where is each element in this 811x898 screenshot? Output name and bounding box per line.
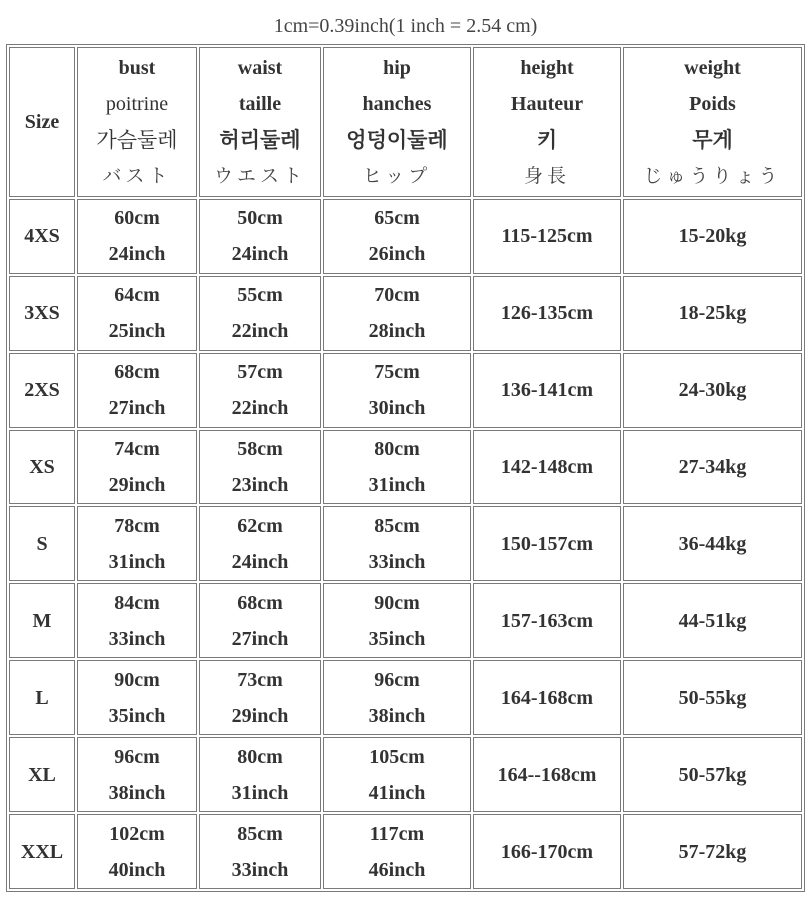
hip-cell: [323, 430, 471, 505]
bust-cell: [77, 814, 197, 889]
bust-cm-value: 78cm: [114, 514, 160, 537]
header-waist-ko: 허리둘레: [219, 127, 301, 152]
weight-cell: [623, 276, 802, 351]
header-weight-fr: Poids: [689, 92, 736, 115]
header-height-ko: 키: [536, 127, 558, 152]
hip-cm-value: 75cm: [374, 361, 420, 384]
size-label: 3XS: [24, 302, 60, 325]
height-cell: [473, 737, 621, 812]
bust-cell: [77, 430, 197, 505]
header-row: [9, 47, 802, 197]
header-height-en: height: [520, 56, 574, 79]
weight-value: 50-57kg: [678, 763, 747, 786]
header-bust: [77, 47, 197, 197]
size-label: L: [35, 686, 49, 709]
hip-cell: [323, 583, 471, 658]
size-cell: [9, 430, 75, 505]
waist-inch-value: 27inch: [231, 627, 289, 650]
waist-cm-value: 57cm: [237, 361, 283, 384]
bust-cell: [77, 583, 197, 658]
header-height: [473, 47, 621, 197]
header-size-label: Size: [24, 110, 60, 133]
height-cell: [473, 583, 621, 658]
hip-cm-value: 85cm: [374, 514, 420, 537]
waist-cm-value: 68cm: [237, 591, 283, 614]
size-label: S: [36, 532, 48, 555]
waist-inch-value: 23inch: [231, 473, 289, 496]
hip-cell: [323, 737, 471, 812]
waist-cm-value: 73cm: [237, 668, 283, 691]
size-label: 2XS: [24, 379, 60, 402]
header-height-ja: 身長: [523, 164, 570, 187]
weight-cell: [623, 660, 802, 735]
size-chart-body: [9, 47, 802, 889]
height-value: 166-170cm: [500, 840, 594, 863]
table-row: [9, 737, 802, 812]
size-cell: [9, 814, 75, 889]
header-size: [9, 47, 75, 197]
waist-cm-value: 50cm: [237, 207, 283, 230]
hip-cm-value: 65cm: [374, 207, 420, 230]
height-value: 164--168cm: [497, 763, 597, 786]
hip-cell: [323, 199, 471, 274]
height-cell: [473, 276, 621, 351]
hip-inch-value: 31inch: [368, 473, 426, 496]
weight-value: 36-44kg: [678, 532, 747, 555]
hip-cm-value: 105cm: [369, 745, 425, 768]
size-cell: [9, 583, 75, 658]
table-row: [9, 276, 802, 351]
header-weight-ja: じゅうりょう: [643, 164, 782, 187]
bust-cell: [77, 353, 197, 428]
weight-cell: [623, 737, 802, 812]
bust-inch-value: 27inch: [108, 397, 166, 420]
header-hip-ko: 엉덩이둘레: [346, 127, 448, 152]
header-waist-en: waist: [237, 56, 283, 79]
hip-cm-value: 117cm: [369, 822, 425, 845]
bust-inch-value: 24inch: [108, 243, 166, 266]
bust-cell: [77, 276, 197, 351]
waist-cell: [199, 660, 321, 735]
header-hip-ja: ヒップ: [362, 164, 432, 187]
size-label: 4XS: [24, 225, 60, 248]
size-label: XL: [28, 763, 56, 786]
size-label: XXL: [20, 840, 64, 863]
size-cell: [9, 660, 75, 735]
waist-cell: [199, 276, 321, 351]
header-height-fr: Hauteur: [510, 92, 584, 115]
hip-cell: [323, 353, 471, 428]
size-chart-table: [6, 44, 805, 892]
waist-inch-value: 24inch: [231, 243, 289, 266]
height-value: 142-148cm: [500, 455, 594, 478]
table-row: [9, 660, 802, 735]
height-cell: [473, 353, 621, 428]
weight-cell: [623, 506, 802, 581]
waist-cm-value: 58cm: [237, 437, 283, 460]
weight-cell: [623, 430, 802, 505]
waist-inch-value: 22inch: [231, 397, 289, 420]
bust-cm-value: 90cm: [114, 668, 160, 691]
header-hip-en: hip: [383, 56, 411, 79]
hip-cm-value: 90cm: [374, 591, 420, 614]
bust-inch-value: 31inch: [108, 550, 166, 573]
bust-inch-value: 25inch: [108, 320, 166, 343]
size-label: XS: [29, 455, 55, 478]
bust-cell: [77, 737, 197, 812]
header-bust-fr: poitrine: [105, 92, 169, 115]
height-cell: [473, 430, 621, 505]
height-value: 157-163cm: [500, 609, 594, 632]
table-row: [9, 506, 802, 581]
hip-cm-value: 70cm: [374, 284, 420, 307]
bust-cm-value: 96cm: [114, 745, 160, 768]
waist-cm-value: 55cm: [237, 284, 283, 307]
waist-inch-value: 33inch: [231, 858, 289, 881]
bust-cell: [77, 660, 197, 735]
hip-inch-value: 46inch: [368, 858, 426, 881]
table-row: [9, 199, 802, 274]
hip-cell: [323, 814, 471, 889]
table-row: [9, 583, 802, 658]
waist-cell: [199, 737, 321, 812]
weight-value: 44-51kg: [678, 609, 747, 632]
bust-cell: [77, 199, 197, 274]
waist-cell: [199, 814, 321, 889]
bust-cm-value: 60cm: [114, 207, 160, 230]
height-cell: [473, 199, 621, 274]
table-row: [9, 353, 802, 428]
bust-cm-value: 102cm: [109, 822, 165, 845]
waist-inch-value: 31inch: [231, 781, 289, 804]
header-hip: [323, 47, 471, 197]
hip-inch-value: 33inch: [368, 550, 426, 573]
bust-inch-value: 35inch: [108, 704, 166, 727]
height-value: 164-168cm: [500, 686, 594, 709]
hip-cm-value: 80cm: [374, 437, 420, 460]
hip-cell: [323, 276, 471, 351]
waist-cell: [199, 199, 321, 274]
conversion-caption: 1cm=0.39inch(1 inch = 2.54 cm): [273, 15, 538, 37]
weight-value: 50-55kg: [678, 686, 747, 709]
header-bust-en: bust: [118, 56, 156, 79]
hip-inch-value: 35inch: [368, 627, 426, 650]
bust-cm-value: 74cm: [114, 437, 160, 460]
header-waist: [199, 47, 321, 197]
size-cell: [9, 737, 75, 812]
weight-value: 18-25kg: [678, 302, 747, 325]
size-cell: [9, 199, 75, 274]
height-value: 150-157cm: [500, 532, 594, 555]
weight-cell: [623, 814, 802, 889]
weight-cell: [623, 199, 802, 274]
header-hip-fr: hanches: [362, 92, 432, 115]
height-cell: [473, 506, 621, 581]
header-bust-ja: バスト: [102, 164, 172, 187]
header-weight-ko: 무게: [692, 127, 733, 152]
waist-inch-value: 29inch: [231, 704, 289, 727]
bust-cm-value: 68cm: [114, 361, 160, 384]
header-weight: [623, 47, 802, 197]
hip-cell: [323, 660, 471, 735]
weight-value: 27-34kg: [678, 455, 747, 478]
size-cell: [9, 353, 75, 428]
hip-cell: [323, 506, 471, 581]
bust-cell: [77, 506, 197, 581]
bust-inch-value: 40inch: [108, 858, 166, 881]
waist-cell: [199, 353, 321, 428]
height-value: 136-141cm: [500, 379, 594, 402]
table-row: [9, 814, 802, 889]
waist-inch-value: 24inch: [231, 550, 289, 573]
waist-cell: [199, 506, 321, 581]
hip-cm-value: 96cm: [374, 668, 420, 691]
size-cell: [9, 506, 75, 581]
waist-cell: [199, 583, 321, 658]
header-weight-en: weight: [684, 56, 741, 79]
weight-value: 57-72kg: [678, 840, 747, 863]
bust-inch-value: 29inch: [108, 473, 166, 496]
hip-inch-value: 38inch: [368, 704, 426, 727]
hip-inch-value: 30inch: [368, 397, 426, 420]
bust-cm-value: 64cm: [114, 284, 160, 307]
weight-cell: [623, 353, 802, 428]
waist-cm-value: 62cm: [237, 514, 283, 537]
hip-inch-value: 28inch: [368, 320, 426, 343]
weight-value: 24-30kg: [678, 379, 747, 402]
hip-inch-value: 26inch: [368, 243, 426, 266]
bust-cm-value: 84cm: [114, 591, 160, 614]
size-label: M: [32, 609, 52, 632]
waist-cm-value: 80cm: [237, 745, 283, 768]
waist-inch-value: 22inch: [231, 320, 289, 343]
weight-value: 15-20kg: [678, 225, 747, 248]
height-value: 126-135cm: [500, 302, 594, 325]
bust-inch-value: 38inch: [108, 781, 166, 804]
height-value: 115-125cm: [501, 225, 593, 248]
size-cell: [9, 276, 75, 351]
bust-inch-value: 33inch: [108, 627, 166, 650]
header-waist-ja: ウエスト: [213, 164, 306, 187]
waist-cell: [199, 430, 321, 505]
hip-inch-value: 41inch: [368, 781, 426, 804]
height-cell: [473, 814, 621, 889]
header-waist-fr: taille: [238, 92, 282, 115]
table-row: [9, 430, 802, 505]
header-bust-ko: 가슴둘레: [96, 127, 178, 152]
height-cell: [473, 660, 621, 735]
waist-cm-value: 85cm: [237, 822, 283, 845]
weight-cell: [623, 583, 802, 658]
